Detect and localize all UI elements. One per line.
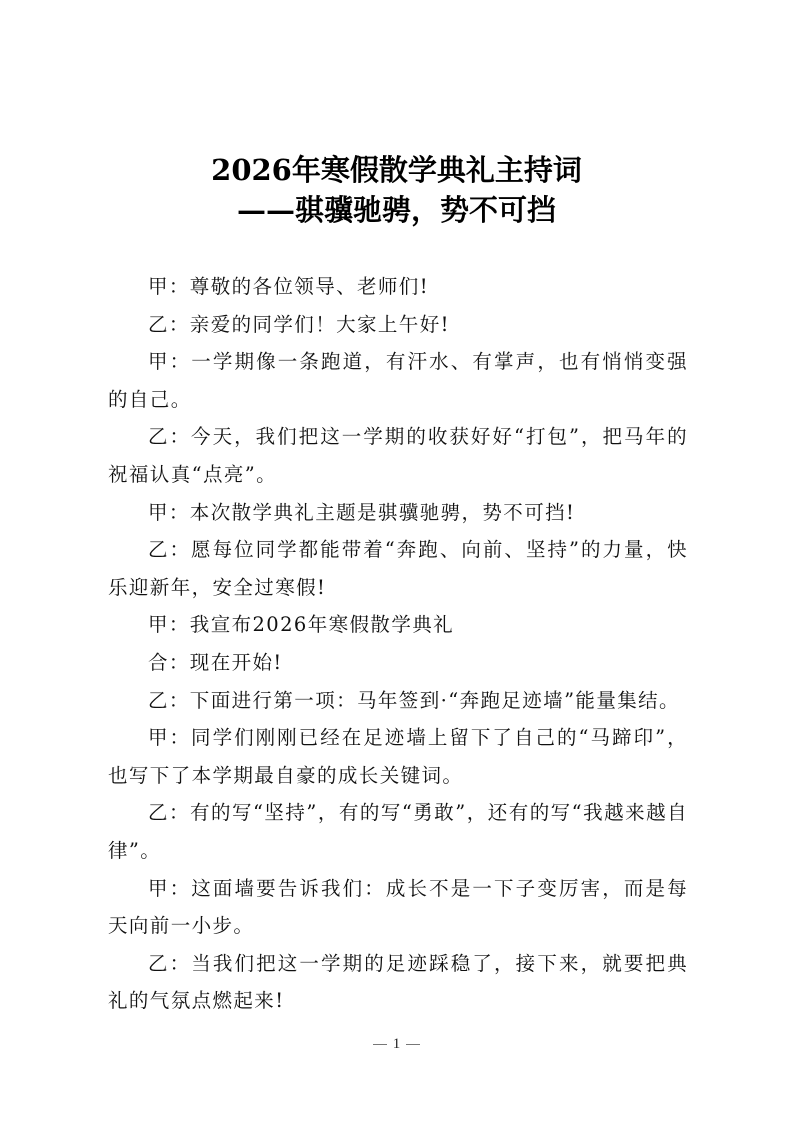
paragraph: 乙：今天，我们把这一学期的收获好好“打包”，把马年的祝福认真“点亮”。 [108,425,688,486]
paragraph: 乙：亲爱的同学们！大家上午好! [148,312,450,336]
paragraph: 甲：一学期像一条跑道，有汗水、有掌声，也有悄悄变强的自己。 [108,350,688,411]
page-number-footer [0,1036,793,1053]
dash-left [373,1044,387,1045]
paragraph: 乙：有的写“坚持”，有的写“勇敢”，还有的写“我越来越自律”。 [108,801,688,862]
paragraph: 甲：我宣布2026年寒假散学典礼 [148,613,455,637]
paragraph: 乙：下面进行第一项：马年签到·“奔跑足迹墙”能量集结。 [148,688,680,712]
paragraph: 乙：当我们把这一学期的足迹踩稳了，接下来，就要把典礼的气氛点燃起来! [108,951,688,1013]
document-body [108,268,688,1020]
paragraph: 甲：这面墙要告诉我们：成长不是一下子变厉害，而是每天向前一小步。 [108,876,688,938]
paragraph: 乙：愿每位同学都能带着“奔跑、向前、坚持”的力量，快乐迎新年，安全过寒假! [108,538,688,599]
dash-right [406,1044,420,1045]
paragraph: 合：现在开始! [148,650,283,674]
paragraph: 甲：同学们刚刚已经在足迹墙上留下了自己的“马蹄印”，也写下了本学期最自豪的成长关键词。 [108,726,688,787]
document-title: 2026年寒假散学典礼主持词 [211,153,582,187]
document-subtitle: ——骐骥驰骋，势不可挡 [236,193,556,227]
paragraph: 甲：尊敬的各位领导、老师们! [148,275,429,298]
page-number: 1 [392,1036,401,1052]
paragraph: 甲：本次散学典礼主题是骐骥驰骋，势不可挡! [148,500,576,524]
